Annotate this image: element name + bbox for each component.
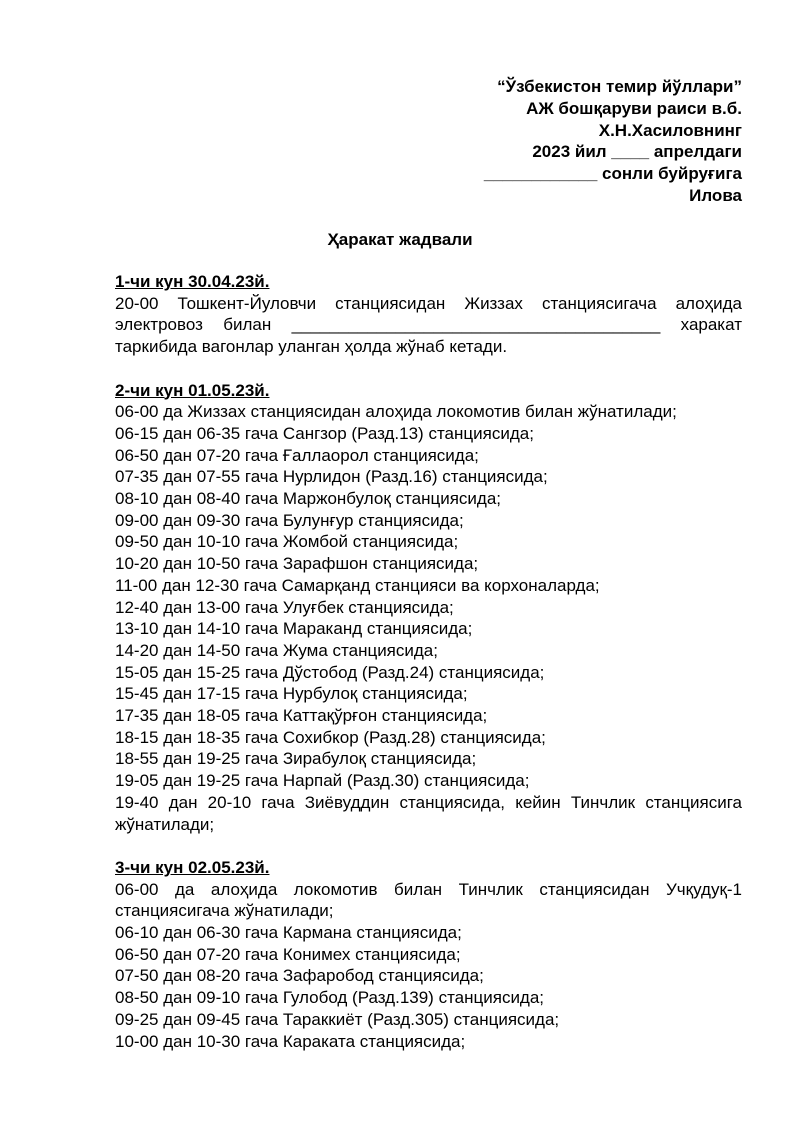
schedule-line: 06-00 да Жиззах станциясидан алоҳида локомотив билан жўнатилади; [115, 402, 677, 422]
schedule-line: 10-00 дан 10-30 гача Караката станциясида; [115, 1031, 466, 1051]
header-line-order: ____________ сонли буйруғига [483, 164, 742, 184]
header-line-date: 2023 йил ____ апрелдаги [532, 142, 742, 162]
day-paragraph: 19-40 дан 20-10 гача Зиёвуддин станциясида, кейин Тинчлик станциясига жўнатилади; [115, 792, 742, 834]
schedule-line: 15-45 дан 17-15 гача Нурбулоқ станциясида; [115, 684, 468, 704]
schedule-line: 18-55 дан 19-25 гача Зирабулоқ станциясида; [115, 749, 477, 769]
schedule-line: 09-00 дан 09-30 гача Булунғур станциясида; [115, 510, 464, 530]
schedule-line: 06-50 дан 07-20 гача Конимех станциясида; [115, 944, 461, 964]
header-line-position: АЖ бошқаруви раиси в.б. [526, 98, 742, 118]
schedule-line: 11-00 дан 12-30 гача Самарқанд станцияси ва корхоналарда; [115, 575, 600, 595]
schedule-line: 17-35 дан 18-05 гача Каттақўрғон станциясида; [115, 706, 488, 726]
header-line-appendix: Илова [689, 185, 742, 205]
schedule-line: 06-15 дан 06-35 гача Сангзор (Разд.13) станциясида; [115, 423, 534, 443]
schedule-line: 07-50 дан 08-20 гача Зафаробод станциясида; [115, 966, 484, 986]
day-paragraph: 06-00 да алоҳида локомотив билан Тинчлик станциясидан Учқудуқ-1 станциясигача жўнатилади; [115, 879, 742, 921]
schedule-line: 09-50 дан 10-10 гача Жомбой станциясида; [115, 532, 459, 552]
schedule-line: 12-40 дан 13-00 гача Улуғбек станциясида; [115, 597, 454, 617]
document-title: Ҳаракат жадвали [327, 230, 473, 249]
schedule-line: 08-50 дан 09-10 гача Гулобод (Разд.139) станциясида; [115, 988, 545, 1008]
day-heading: 1-чи кун 30.04.23й. [115, 272, 270, 291]
schedule-line: 15-05 дан 15-25 гача Дўстобод (Разд.24) станциясида; [115, 662, 545, 682]
schedule-line: 18-15 дан 18-35 гача Сохибкор (Разд.28) станциясида; [115, 727, 546, 747]
schedule-line: 08-10 дан 08-40 гача Маржонбулоқ станциясида; [115, 489, 501, 509]
schedule-line: 06-50 дан 07-20 гача Ғаллаорол станциясида; [115, 445, 479, 465]
header-line-company: “Ўзбекистон темир йўллари” [497, 77, 742, 96]
day-section-3 [115, 857, 742, 1052]
schedule-line: 06-10 дан 06-30 гача Кармана станциясида; [115, 923, 462, 943]
schedule-line: 10-20 дан 10-50 гача Зарафшон станциясида; [115, 554, 479, 574]
schedule-line: 13-10 дан 14-10 гача Мараканд станциясида; [115, 619, 473, 639]
schedule-line: 14-20 дан 14-50 гача Жума станциясида; [115, 640, 438, 660]
header-line-name: Х.Н.Хасиловнинг [598, 120, 742, 140]
day-section-2 [115, 380, 742, 836]
day-heading: 2-чи кун 01.05.23й. [115, 380, 270, 400]
day-section-1 [115, 271, 742, 358]
schedule-line: 09-25 дан 09-45 гача Тараккиёт (Разд.305) станциясида; [115, 1009, 560, 1029]
schedule-line: 07-35 дан 07-55 гача Нурлидон (Разд.16) станциясида; [115, 467, 548, 487]
schedule-line: 19-05 дан 19-25 гача Нарпай (Разд.30) станциясида; [115, 771, 530, 791]
appendix-header [484, 76, 742, 207]
schedule-body [115, 271, 742, 1074]
day-paragraph: 20-00 Тошкент-Йуловчи станциясидан Жиззах станциясигача алоҳида электровоз билан _______________________________________ харакат таркибида вагонлар уланган ҳолда жўнаб кетади. [115, 293, 742, 357]
day-heading: 3-чи кун 02.05.23й. [115, 857, 270, 877]
